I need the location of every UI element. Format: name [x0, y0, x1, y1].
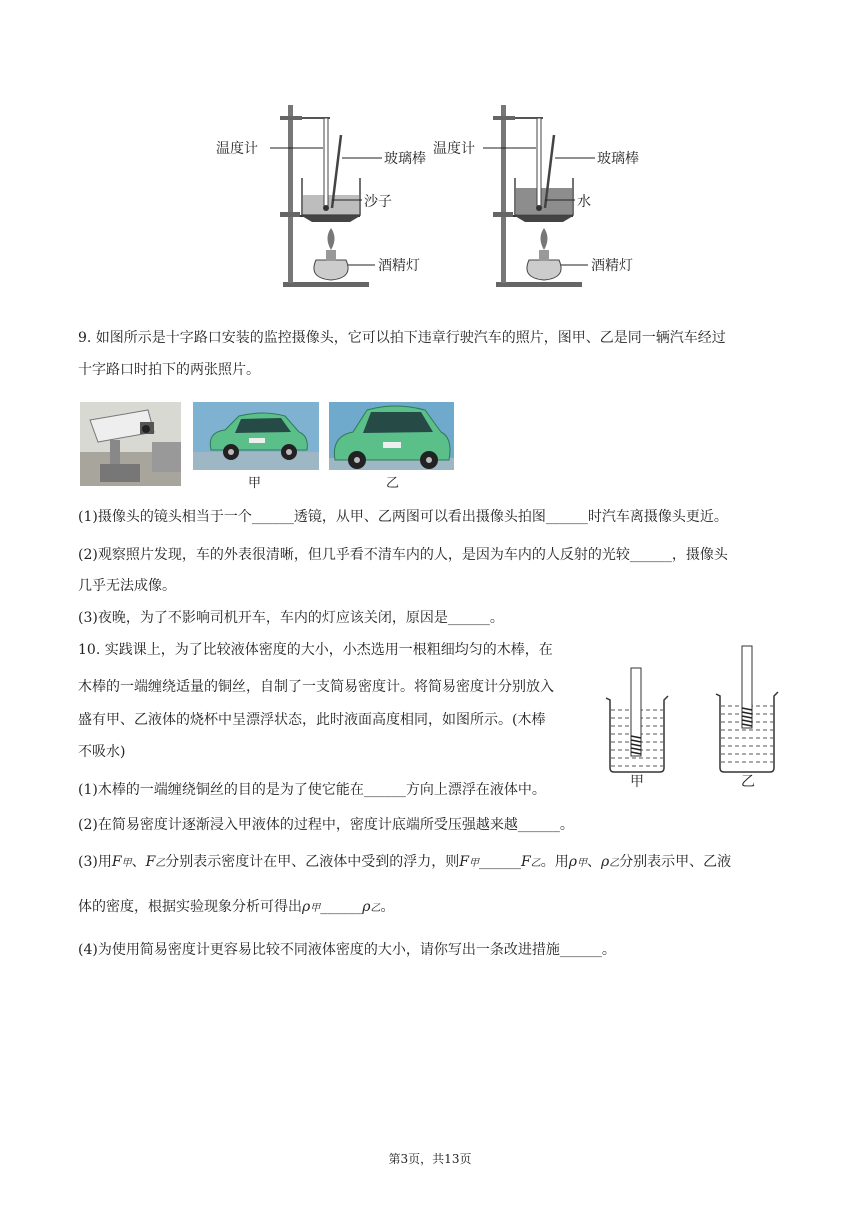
q9-part1: (1)摄像头的镜头相当于一个______透镜，从甲、乙两图可以看出摄像头拍图______时汽车离摄像头更近。 — [78, 509, 728, 525]
symbol-F: F — [459, 854, 469, 870]
q9-part3: (3)夜晚，为了不影响司机开车，车内的灯应该关闭，原因是______。 — [78, 610, 504, 626]
apparatus-water — [433, 105, 639, 287]
q10-part2: (2)在简易密度计逐渐浸入甲液体的过程中，密度计底端所受压强越来越______。 — [78, 817, 574, 833]
q9-part2-line2: 几乎无法成像。 — [78, 578, 176, 594]
q10-stem-line3: 盛有甲、乙液体的烧杯中呈漂浮状态，此时液面高度相同，如图所示。(木棒 — [78, 712, 546, 728]
q10-part1: (1)木棒的一端缠绕铜丝的目的是为了使它能在______方向上漂浮在液体中。 — [78, 782, 546, 798]
symbol-rho: ρ — [568, 854, 577, 870]
q10-part4: (4)为使用简易密度计更容易比较不同液体密度的大小，请你写出一条改进措施______。 — [78, 942, 616, 958]
symbol-F: F — [111, 854, 122, 870]
caption-car-jia: 甲 — [248, 476, 262, 491]
q9-part2-line1: (2)观察照片发现，车的外表很清晰，但几乎看不清车内的人，是因为车内的人反射的光较______，摄像头 — [78, 547, 728, 563]
caption-beaker-yi: 乙 — [741, 774, 755, 790]
label-rod-right: 玻璃棒 — [597, 151, 639, 167]
beaker-jia — [606, 668, 668, 772]
label-lamp-right: 酒精灯 — [591, 258, 633, 274]
label-thermometer-right: 温度计 — [433, 141, 475, 157]
q9-stem-line1: 9. 如图所示是十字路口安装的监控摄像头，它可以拍下违章行驶汽车的照片，图甲、乙是同一辆汽车经过 — [78, 330, 726, 346]
answer-blank[interactable]: ______ — [479, 854, 521, 870]
q10-stem-line2: 木棒的一端缠绕适量的铜丝，自制了一支简易密度计。将简易密度计分别放入 — [78, 679, 554, 695]
answer-blank[interactable]: ______ — [320, 899, 363, 915]
q9-stem-line2: 十字路口时拍下的两张照片。 — [78, 362, 260, 378]
hydrometer-figure — [598, 640, 788, 790]
subscript-yi: 乙 — [155, 858, 166, 869]
label-lamp-left: 酒精灯 — [378, 258, 420, 274]
apparatus-sand — [216, 105, 426, 287]
q10-part3-line1: (3)用F甲、F乙分别表示密度计在甲、乙液体中受到的浮力，则F甲______F乙。用ρ甲、ρ乙分别表示甲、乙液 — [78, 854, 732, 870]
symbol-F: F — [145, 854, 156, 870]
label-water: 水 — [577, 194, 591, 210]
subscript-jia: 甲 — [121, 858, 132, 869]
heating-apparatus-figure — [210, 100, 660, 290]
q10-part3-line2: 体的密度，根据实验现象分析可得出ρ甲______ρ乙。 — [78, 899, 395, 915]
q10-stem-line1: 10. 实践课上，为了比较液体密度的大小，小杰选用一根粗细均匀的木棒，在 — [78, 642, 553, 658]
caption-beaker-jia: 甲 — [630, 774, 644, 790]
label-thermometer-left: 温度计 — [216, 141, 258, 157]
page-footer: 第3页，共13页 — [388, 1152, 472, 1166]
label-sand: 沙子 — [364, 194, 392, 210]
car-photo-jia — [193, 402, 319, 470]
q10-stem-line4: 不吸水) — [78, 744, 126, 760]
beaker-yi — [716, 646, 778, 772]
caption-car-yi: 乙 — [386, 476, 400, 491]
car-photo-yi — [329, 402, 454, 470]
camera-photo — [80, 402, 181, 486]
label-rod-left: 玻璃棒 — [384, 151, 426, 167]
